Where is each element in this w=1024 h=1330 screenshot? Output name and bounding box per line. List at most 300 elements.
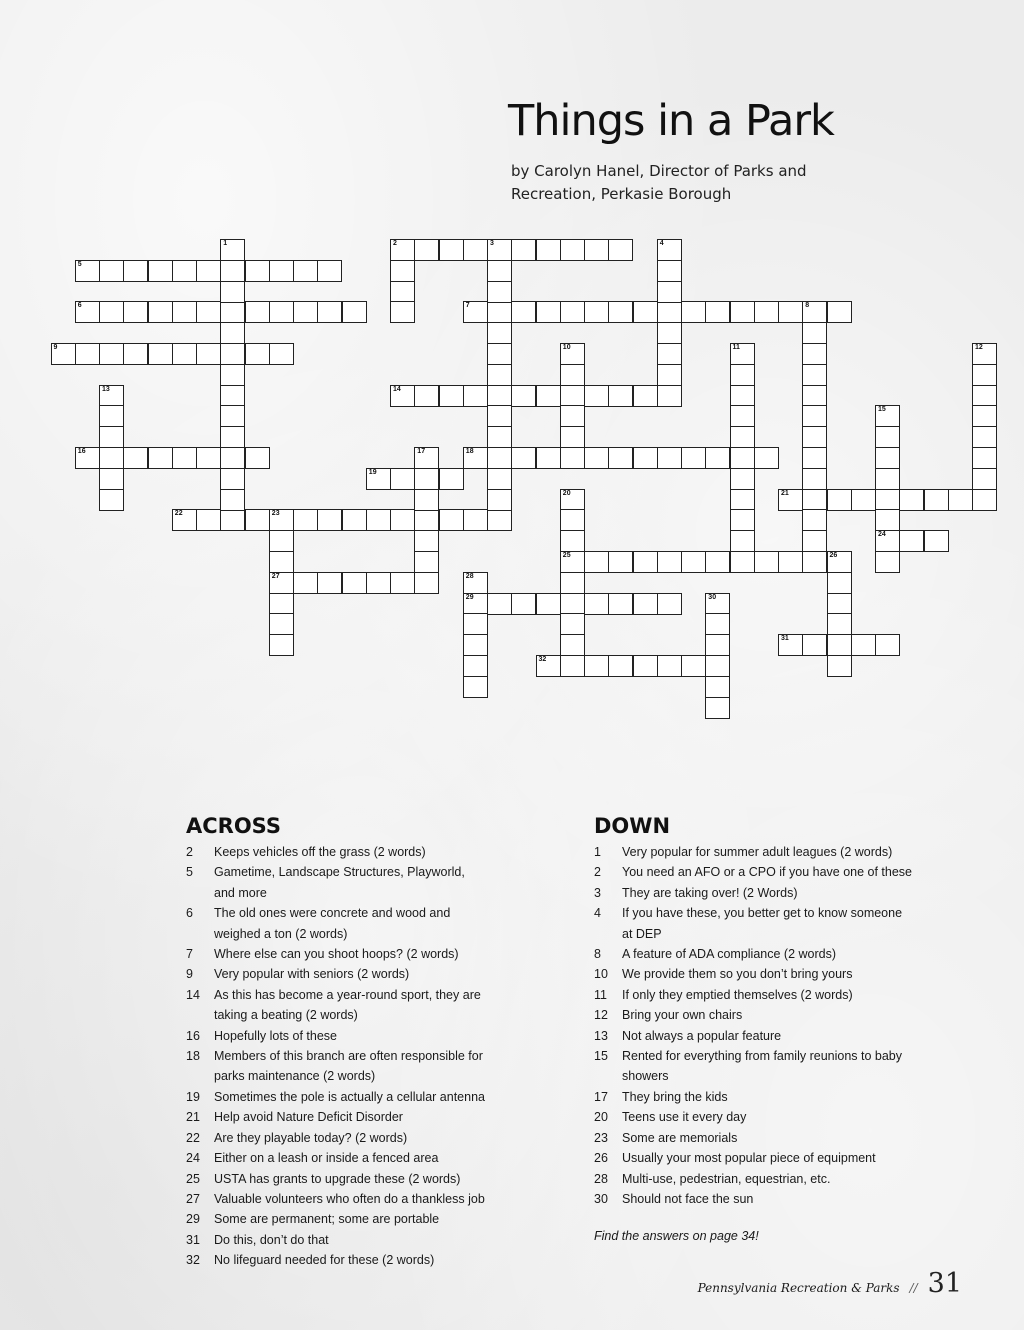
crossword-cell[interactable] xyxy=(196,260,221,282)
crossword-cell[interactable] xyxy=(560,405,585,427)
publication-name: Pennsylvania Recreation & Parks xyxy=(697,1281,900,1295)
crossword-cell[interactable] xyxy=(730,468,755,490)
crossword-cell[interactable] xyxy=(705,301,730,323)
crossword-cell[interactable] xyxy=(269,613,294,635)
crossword-cell[interactable] xyxy=(730,405,755,427)
crossword-cell[interactable] xyxy=(657,239,682,261)
crossword-cell[interactable] xyxy=(439,509,464,531)
crossword-cell[interactable] xyxy=(390,385,415,407)
crossword-cell[interactable] xyxy=(972,489,997,511)
crossword-cell[interactable] xyxy=(584,239,609,261)
crossword-cell[interactable] xyxy=(802,301,827,323)
crossword-cell[interactable] xyxy=(269,634,294,656)
crossword-cell[interactable] xyxy=(439,468,464,490)
clue-text: Very popular with seniors (2 words) xyxy=(214,967,410,982)
crossword-cell[interactable] xyxy=(75,301,100,323)
crossword-cell[interactable] xyxy=(972,426,997,448)
crossword-cell[interactable] xyxy=(681,551,706,573)
crossword-cell[interactable] xyxy=(972,385,997,407)
crossword-cell[interactable] xyxy=(196,301,221,323)
crossword-cell[interactable] xyxy=(608,385,633,407)
crossword-cell[interactable] xyxy=(730,385,755,407)
crossword-cell[interactable] xyxy=(390,572,415,594)
crossword-cell[interactable] xyxy=(584,447,609,469)
crossword-cell[interactable] xyxy=(730,551,755,573)
crossword-cell[interactable] xyxy=(196,509,221,531)
crossword-cell[interactable] xyxy=(560,426,585,448)
crossword-cell[interactable] xyxy=(730,426,755,448)
crossword-cell[interactable] xyxy=(827,489,852,511)
crossword-cell[interactable] xyxy=(705,613,730,635)
clue-number: 1 xyxy=(223,240,228,247)
crossword-cell[interactable] xyxy=(487,260,512,282)
crossword-cell[interactable] xyxy=(633,385,658,407)
clue-text: Keeps vehicles off the grass (2 words) xyxy=(214,845,426,859)
crossword-cell[interactable] xyxy=(802,426,827,448)
crossword-cell[interactable] xyxy=(536,655,561,677)
crossword-cell[interactable] xyxy=(463,447,488,469)
crossword-cell[interactable] xyxy=(657,385,682,407)
clue-number: 26 xyxy=(594,1151,608,1166)
crossword-cell[interactable] xyxy=(608,447,633,469)
crossword-cell[interactable] xyxy=(657,301,682,323)
crossword-cell[interactable] xyxy=(463,509,488,531)
crossword-cell[interactable] xyxy=(293,572,318,594)
crossword-cell[interactable] xyxy=(827,613,852,635)
crossword-cell[interactable] xyxy=(463,655,488,677)
crossword-cell[interactable] xyxy=(633,447,658,469)
crossword-cell[interactable] xyxy=(220,385,245,407)
crossword-cell[interactable] xyxy=(754,447,779,469)
clue-number: 30 xyxy=(594,1191,608,1206)
down-clue xyxy=(594,1046,914,1087)
crossword-cell[interactable] xyxy=(220,260,245,282)
crossword-cell[interactable] xyxy=(75,447,100,469)
across-clue xyxy=(186,842,486,862)
crossword-cell[interactable] xyxy=(778,551,803,573)
page-title: Things in a Park xyxy=(508,96,834,146)
crossword-cell[interactable] xyxy=(245,509,270,531)
crossword-cell[interactable] xyxy=(463,634,488,656)
crossword-cell[interactable] xyxy=(269,530,294,552)
down-clue xyxy=(594,903,914,944)
across-clue xyxy=(186,1189,486,1209)
crossword-cell[interactable] xyxy=(511,593,536,615)
crossword-cell[interactable] xyxy=(414,551,439,573)
crossword-cell[interactable] xyxy=(657,281,682,303)
crossword-cell[interactable] xyxy=(99,447,124,469)
crossword-cell[interactable] xyxy=(730,530,755,552)
crossword-cell[interactable] xyxy=(99,405,124,427)
crossword-cell[interactable] xyxy=(948,489,973,511)
clue-number: 8 xyxy=(594,947,601,962)
crossword-cell[interactable] xyxy=(778,489,803,511)
clue-text: Some are memorials xyxy=(622,1130,738,1145)
crossword-cell[interactable] xyxy=(342,301,367,323)
crossword-cell[interactable] xyxy=(487,343,512,365)
clue-number: 28 xyxy=(594,1171,608,1186)
crossword-cell[interactable] xyxy=(487,322,512,344)
crossword-cell[interactable] xyxy=(269,301,294,323)
crossword-cell[interactable] xyxy=(220,509,245,531)
crossword-cell[interactable] xyxy=(487,301,512,323)
crossword-cell[interactable] xyxy=(608,593,633,615)
crossword-cell[interactable] xyxy=(390,281,415,303)
crossword-cell[interactable] xyxy=(778,634,803,656)
crossword-cell[interactable] xyxy=(827,634,852,656)
crossword-cell[interactable] xyxy=(730,489,755,511)
crossword-cell[interactable] xyxy=(366,468,391,490)
crossword-cell[interactable] xyxy=(657,655,682,677)
clue-text: Either on a leash or inside a fenced area xyxy=(214,1151,439,1166)
crossword-cell[interactable] xyxy=(802,634,827,656)
crossword-cell[interactable] xyxy=(705,593,730,615)
crossword-cell[interactable] xyxy=(584,655,609,677)
crossword-cell[interactable] xyxy=(972,405,997,427)
crossword-cell[interactable] xyxy=(705,634,730,656)
crossword-cell[interactable] xyxy=(439,239,464,261)
crossword-cell[interactable] xyxy=(560,655,585,677)
crossword-cell[interactable] xyxy=(414,509,439,531)
crossword-cell[interactable] xyxy=(487,447,512,469)
crossword-cell[interactable] xyxy=(584,551,609,573)
crossword-cell[interactable] xyxy=(293,509,318,531)
crossword-cell[interactable] xyxy=(487,468,512,490)
crossword-cell[interactable] xyxy=(802,468,827,490)
crossword-cell[interactable] xyxy=(463,239,488,261)
crossword-cell[interactable] xyxy=(342,572,367,594)
crossword-cell[interactable] xyxy=(245,301,270,323)
crossword-cell[interactable] xyxy=(245,260,270,282)
crossword-cell[interactable] xyxy=(220,281,245,303)
crossword-cell[interactable] xyxy=(172,447,197,469)
crossword-cell[interactable] xyxy=(220,239,245,261)
crossword-cell[interactable] xyxy=(390,301,415,323)
clue-number: 11 xyxy=(732,344,740,351)
crossword-cell[interactable] xyxy=(560,301,585,323)
crossword-cell[interactable] xyxy=(875,530,900,552)
crossword-cell[interactable] xyxy=(827,655,852,677)
crossword-cell[interactable] xyxy=(560,530,585,552)
crossword-cell[interactable] xyxy=(269,509,294,531)
crossword-cell[interactable] xyxy=(560,634,585,656)
crossword-cell[interactable] xyxy=(730,447,755,469)
clue-text: Rented for everything from family reunions to baby showers xyxy=(622,1049,902,1084)
crossword-cell[interactable] xyxy=(924,530,949,552)
crossword-cell[interactable] xyxy=(99,468,124,490)
clue-number: 29 xyxy=(186,1212,200,1227)
crossword-cell[interactable] xyxy=(487,405,512,427)
crossword-cell[interactable] xyxy=(560,447,585,469)
clue-number: 21 xyxy=(781,489,789,497)
crossword-cell[interactable] xyxy=(754,551,779,573)
crossword-cell[interactable] xyxy=(220,468,245,490)
crossword-cell[interactable] xyxy=(390,468,415,490)
crossword-cell[interactable] xyxy=(584,593,609,615)
crossword-cell[interactable] xyxy=(827,572,852,594)
crossword-cell[interactable] xyxy=(802,447,827,469)
crossword-cell[interactable] xyxy=(317,572,342,594)
crossword-cell[interactable] xyxy=(802,385,827,407)
crossword-cell[interactable] xyxy=(851,634,876,656)
crossword-cell[interactable] xyxy=(827,593,852,615)
crossword-cell[interactable] xyxy=(220,405,245,427)
crossword-cell[interactable] xyxy=(802,551,827,573)
crossword-cell[interactable] xyxy=(172,343,197,365)
crossword-cell[interactable] xyxy=(536,385,561,407)
crossword-cell[interactable] xyxy=(487,239,512,261)
crossword-cell[interactable] xyxy=(972,343,997,365)
crossword-cell[interactable] xyxy=(196,343,221,365)
clue-text: Hopefully lots of these xyxy=(214,1028,337,1043)
crossword-cell[interactable] xyxy=(99,385,124,407)
crossword-cell[interactable] xyxy=(269,551,294,573)
crossword-cell[interactable] xyxy=(802,489,827,511)
crossword-cell[interactable] xyxy=(463,593,488,615)
crossword-cell[interactable] xyxy=(560,364,585,386)
crossword-cell[interactable] xyxy=(463,385,488,407)
crossword-cell[interactable] xyxy=(899,530,924,552)
crossword-cell[interactable] xyxy=(827,551,852,573)
crossword-cell[interactable] xyxy=(390,509,415,531)
crossword-cell[interactable] xyxy=(608,301,633,323)
crossword-cell[interactable] xyxy=(511,239,536,261)
crossword-cell[interactable] xyxy=(802,343,827,365)
crossword-cell[interactable] xyxy=(75,343,100,365)
crossword-cell[interactable] xyxy=(730,509,755,531)
crossword-cell[interactable] xyxy=(875,509,900,531)
crossword-cell[interactable] xyxy=(875,447,900,469)
crossword-cell[interactable] xyxy=(705,551,730,573)
crossword-cell[interactable] xyxy=(317,301,342,323)
crossword-cell[interactable] xyxy=(730,301,755,323)
crossword-cell[interactable] xyxy=(657,343,682,365)
crossword-cell[interactable] xyxy=(536,447,561,469)
crossword-cell[interactable] xyxy=(536,593,561,615)
crossword-cell[interactable] xyxy=(148,260,173,282)
crossword-cell[interactable] xyxy=(414,239,439,261)
crossword-cell[interactable] xyxy=(123,343,148,365)
crossword-cell[interactable] xyxy=(875,551,900,573)
crossword-cell[interactable] xyxy=(220,343,245,365)
crossword-cell[interactable] xyxy=(972,468,997,490)
crossword-cell[interactable] xyxy=(657,322,682,344)
crossword-cell[interactable] xyxy=(536,239,561,261)
crossword-cell[interactable] xyxy=(875,405,900,427)
crossword-cell[interactable] xyxy=(487,364,512,386)
crossword-cell[interactable] xyxy=(463,613,488,635)
crossword-cell[interactable] xyxy=(705,655,730,677)
clue-number: 2 xyxy=(594,865,601,880)
crossword-cell[interactable] xyxy=(220,301,245,323)
crossword-cell[interactable] xyxy=(560,385,585,407)
clue-number: 2 xyxy=(186,845,193,859)
crossword-cell[interactable] xyxy=(245,447,270,469)
crossword-cell[interactable] xyxy=(220,426,245,448)
crossword-cell[interactable] xyxy=(487,593,512,615)
crossword-cell[interactable] xyxy=(317,509,342,531)
across-clues xyxy=(186,814,486,1271)
crossword-cell[interactable] xyxy=(172,509,197,531)
clue-number: 5 xyxy=(186,865,193,880)
crossword-cell[interactable] xyxy=(487,509,512,531)
crossword-cell[interactable] xyxy=(560,593,585,615)
crossword-cell[interactable] xyxy=(681,447,706,469)
crossword-cell[interactable] xyxy=(390,260,415,282)
crossword-cell[interactable] xyxy=(802,509,827,531)
crossword-cell[interactable] xyxy=(608,655,633,677)
across-clue xyxy=(186,862,486,903)
crossword-cell[interactable] xyxy=(293,260,318,282)
clue-number: 17 xyxy=(417,448,426,455)
crossword-cell[interactable] xyxy=(730,343,755,365)
crossword-cell[interactable] xyxy=(439,385,464,407)
down-clue xyxy=(594,944,914,964)
crossword-cell[interactable] xyxy=(827,301,852,323)
crossword-cell[interactable] xyxy=(972,364,997,386)
crossword-cell[interactable] xyxy=(269,593,294,615)
crossword-cell[interactable] xyxy=(414,572,439,594)
crossword-cell[interactable] xyxy=(511,447,536,469)
crossword-cell[interactable] xyxy=(633,551,658,573)
crossword-cell[interactable] xyxy=(657,551,682,573)
clue-text: The old ones were concrete and wood and weighed a ton (2 words) xyxy=(214,906,451,941)
crossword-cell[interactable] xyxy=(123,447,148,469)
crossword-cell[interactable] xyxy=(123,301,148,323)
crossword-cell[interactable] xyxy=(220,489,245,511)
crossword-cell[interactable] xyxy=(608,239,633,261)
crossword-cell[interactable] xyxy=(269,572,294,594)
crossword-cell[interactable] xyxy=(754,301,779,323)
crossword-cell[interactable] xyxy=(657,260,682,282)
crossword-cell[interactable] xyxy=(220,364,245,386)
crossword-cell[interactable] xyxy=(778,301,803,323)
crossword-cell[interactable] xyxy=(172,301,197,323)
clue-number: 17 xyxy=(594,1089,608,1104)
crossword-cell[interactable] xyxy=(293,301,318,323)
crossword-cell[interactable] xyxy=(414,447,439,469)
clue-text: Are they playable today? (2 words) xyxy=(214,1130,408,1145)
crossword-cell[interactable] xyxy=(463,676,488,698)
crossword-cell[interactable] xyxy=(511,385,536,407)
crossword-cell[interactable] xyxy=(463,301,488,323)
crossword-cell[interactable] xyxy=(487,426,512,448)
crossword-cell[interactable] xyxy=(875,426,900,448)
crossword-cell[interactable] xyxy=(317,260,342,282)
crossword-cell[interactable] xyxy=(705,447,730,469)
crossword-cell[interactable] xyxy=(148,447,173,469)
crossword-cell[interactable] xyxy=(560,509,585,531)
clue-number: 26 xyxy=(829,552,838,559)
crossword-cell[interactable] xyxy=(584,301,609,323)
crossword-cell[interactable] xyxy=(536,301,561,323)
crossword-cell[interactable] xyxy=(99,343,124,365)
crossword-cell[interactable] xyxy=(342,509,367,531)
clue-number: 27 xyxy=(271,572,280,580)
crossword-cell[interactable] xyxy=(875,468,900,490)
crossword-cell[interactable] xyxy=(172,260,197,282)
crossword-cell[interactable] xyxy=(560,343,585,365)
crossword-cell[interactable] xyxy=(269,260,294,282)
crossword-cell[interactable] xyxy=(148,301,173,323)
crossword-cell[interactable] xyxy=(584,385,609,407)
crossword-cell[interactable] xyxy=(196,447,221,469)
crossword-cell[interactable] xyxy=(99,301,124,323)
crossword-cell[interactable] xyxy=(487,281,512,303)
crossword-cell[interactable] xyxy=(220,447,245,469)
crossword-cell[interactable] xyxy=(99,260,124,282)
down-clue xyxy=(594,1189,914,1209)
crossword-cell[interactable] xyxy=(366,509,391,531)
crossword-cell[interactable] xyxy=(366,572,391,594)
crossword-cell[interactable] xyxy=(560,613,585,635)
crossword-cell[interactable] xyxy=(511,301,536,323)
crossword-cell[interactable] xyxy=(802,364,827,386)
crossword-cell[interactable] xyxy=(560,551,585,573)
crossword-cell[interactable] xyxy=(875,489,900,511)
crossword-cell[interactable] xyxy=(730,364,755,386)
down-clue xyxy=(594,1128,914,1148)
crossword-cell[interactable] xyxy=(633,593,658,615)
crossword-cell[interactable] xyxy=(633,655,658,677)
crossword-cell[interactable] xyxy=(51,343,76,365)
crossword-cell[interactable] xyxy=(608,551,633,573)
crossword-cell[interactable] xyxy=(657,593,682,615)
clue-number: 2 xyxy=(393,240,397,247)
across-clue xyxy=(186,1046,486,1087)
crossword-cell[interactable] xyxy=(560,572,585,594)
crossword-cell[interactable] xyxy=(99,489,124,511)
crossword-cell[interactable] xyxy=(99,426,124,448)
clue-number: 15 xyxy=(878,406,886,414)
crossword-cell[interactable] xyxy=(899,489,924,511)
crossword-cell[interactable] xyxy=(924,489,949,511)
crossword-cell[interactable] xyxy=(414,468,439,490)
crossword-cell[interactable] xyxy=(802,322,827,344)
crossword-cell[interactable] xyxy=(148,343,173,365)
crossword-cell[interactable] xyxy=(220,322,245,344)
crossword-cell[interactable] xyxy=(681,655,706,677)
crossword-cell[interactable] xyxy=(851,489,876,511)
crossword-cell[interactable] xyxy=(560,239,585,261)
clue-number: 7 xyxy=(465,302,470,310)
crossword-cell[interactable] xyxy=(487,489,512,511)
crossword-cell[interactable] xyxy=(123,260,148,282)
crossword-cell[interactable] xyxy=(414,489,439,511)
clue-number: 12 xyxy=(975,344,983,351)
crossword-cell[interactable] xyxy=(245,343,270,365)
crossword-cell[interactable] xyxy=(560,489,585,511)
crossword-cell[interactable] xyxy=(390,239,415,261)
crossword-cell[interactable] xyxy=(657,364,682,386)
crossword-cell[interactable] xyxy=(657,447,682,469)
crossword-cell[interactable] xyxy=(414,385,439,407)
crossword-cell[interactable] xyxy=(75,260,100,282)
crossword-cell[interactable] xyxy=(633,301,658,323)
crossword-cell[interactable] xyxy=(705,697,730,719)
crossword-cell[interactable] xyxy=(681,301,706,323)
crossword-cell[interactable] xyxy=(802,530,827,552)
crossword-cell[interactable] xyxy=(802,405,827,427)
crossword-cell[interactable] xyxy=(972,447,997,469)
crossword-cell[interactable] xyxy=(705,676,730,698)
crossword-cell[interactable] xyxy=(875,634,900,656)
crossword-cell[interactable] xyxy=(269,343,294,365)
crossword-cell[interactable] xyxy=(463,572,488,594)
clue-number: 24 xyxy=(878,531,886,539)
crossword-cell[interactable] xyxy=(414,530,439,552)
crossword-cell[interactable] xyxy=(487,385,512,407)
